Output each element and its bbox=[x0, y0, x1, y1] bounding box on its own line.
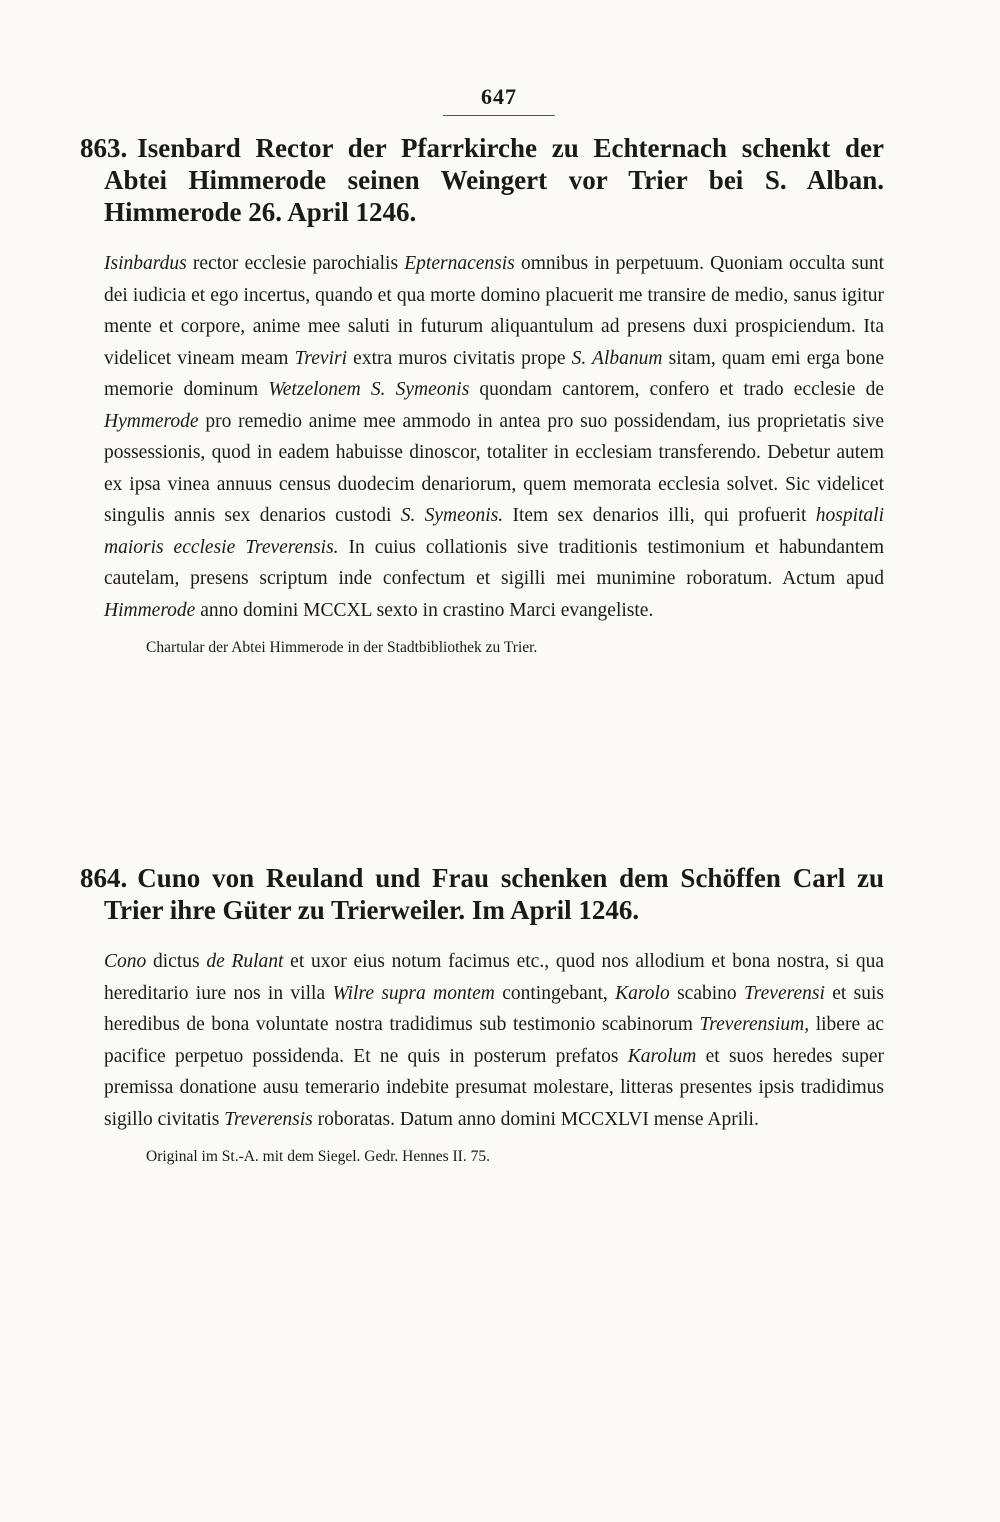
italic-name: Treverensis bbox=[224, 1108, 313, 1130]
italic-name: hospitali maioris ecclesie Treverensis. bbox=[104, 505, 884, 558]
document-864 bbox=[80, 862, 885, 1169]
text-run: quondam cantorem, confero et trado ecclesie de bbox=[469, 379, 884, 400]
text-run: roboratas. Datum anno domini MCCXLVI mense Aprili. bbox=[312, 1108, 759, 1130]
text-run: anno domini MCCXL sexto in crastino Marci evangeliste. bbox=[195, 599, 654, 621]
italic-name: Treverensium, bbox=[699, 1014, 810, 1035]
heading-text: Cuno von Reuland und Frau schenken dem Schöffen Carl zu Trier ihre Güter zu Trierweiler. Im April 1246. bbox=[104, 863, 884, 925]
text-run: rector ecclesie parochialis bbox=[186, 253, 405, 274]
italic-name: Wetzelonem S. Symeonis bbox=[268, 379, 470, 400]
text-run: pro remedio anime mee ammodo in antea pro suo possidendam, ius proprietatis sive possessionis, quod in eadem habuisse dinoscor, totaliter in ecclesiam transferendo. Debetur autem ex ipsa vinea annuus census duodecim denariorum, quem memorata ecclesia solvet. Sic videlicet singulis annis sex denarios custodi bbox=[104, 410, 884, 526]
italic-name: Treverensi bbox=[744, 982, 825, 1004]
header-rule bbox=[443, 115, 555, 116]
document-body bbox=[104, 946, 884, 1135]
document-heading bbox=[80, 862, 884, 926]
document-number: 864. bbox=[80, 863, 128, 893]
body-paragraph bbox=[104, 248, 884, 626]
text-run: dictus bbox=[146, 951, 207, 972]
italic-name: Isinbardus bbox=[104, 253, 187, 274]
italic-name: S. Symeonis. bbox=[400, 505, 504, 526]
document-863 bbox=[80, 132, 885, 660]
text-run: contingebant, bbox=[494, 982, 616, 1004]
body-paragraph bbox=[104, 946, 884, 1135]
italic-name: Hymmerode bbox=[104, 410, 199, 432]
italic-name: S. Albanum bbox=[571, 347, 663, 369]
text-run: sitam, quam emi erga bone memorie dominum bbox=[104, 347, 885, 400]
italic-name: Cono bbox=[104, 951, 147, 972]
source-note: Original im St.-A. mit dem Siegel. Gedr. Hennes II. 75. bbox=[146, 1148, 490, 1165]
italic-name: Wilre supra montem bbox=[332, 982, 495, 1004]
text-run: extra muros civitatis prope bbox=[347, 347, 572, 369]
text-run: omnibus in perpetuum. Quoniam occulta sunt dei iudicia et ego incertus, quando et qua morte domino placuerit me transire de medio, sanus igitur mente et corpore, anime mee saluti in futurum aliquantulum ad presens duxi prospiciendum. Ita videlicet vineam meam bbox=[104, 253, 884, 369]
italic-name: Epternacensis bbox=[404, 253, 515, 274]
italic-name: de Rulant bbox=[206, 951, 284, 972]
text-run: et uxor eius notum facimus etc., quod nos allodium et bona nostra, si qua hereditario iure nos in villa bbox=[104, 951, 884, 1004]
text-run: et suis heredibus de bona voluntate nostra tradidimus sub testimonio scabinorum bbox=[104, 982, 885, 1035]
page-number: 647 bbox=[481, 84, 517, 109]
document-heading bbox=[80, 132, 884, 228]
text-run: libere ac pacifice perpetuo possidenda. Et ne quis in posterum prefatos bbox=[104, 1014, 884, 1067]
italic-name: Karolo bbox=[615, 982, 670, 1004]
text-run: Item sex denarios illi, qui profuerit bbox=[503, 505, 816, 526]
document-body bbox=[104, 248, 884, 626]
italic-name: Karolum bbox=[627, 1045, 697, 1067]
text-run: et suos heredes super premissa donatione ausu temerario indebite presumat molestare, litteras presentes ipsis tradidimus sigillo civitatis bbox=[104, 1045, 884, 1130]
heading-text: Isenbard Rector der Pfarrkirche zu Echternach schenkt der Abtei Himmerode seinen Weingert vor Trier bei S. Alban. Himmerode 26. April 1246. bbox=[104, 133, 884, 227]
text-run: In cuius collationis sive traditionis testimonium et habundantem cautelam, presens scriptum inde confectum et sigilli mei munimine roboratum. Actum apud bbox=[104, 536, 884, 589]
italic-name: Treviri bbox=[294, 347, 348, 369]
document-number: 863. bbox=[80, 133, 128, 163]
source-note: Chartular der Abtei Himmerode in der Stadtbibliothek zu Trier. bbox=[146, 639, 538, 656]
italic-name: Himmerode bbox=[104, 599, 196, 621]
text-run: scabino bbox=[669, 982, 744, 1004]
